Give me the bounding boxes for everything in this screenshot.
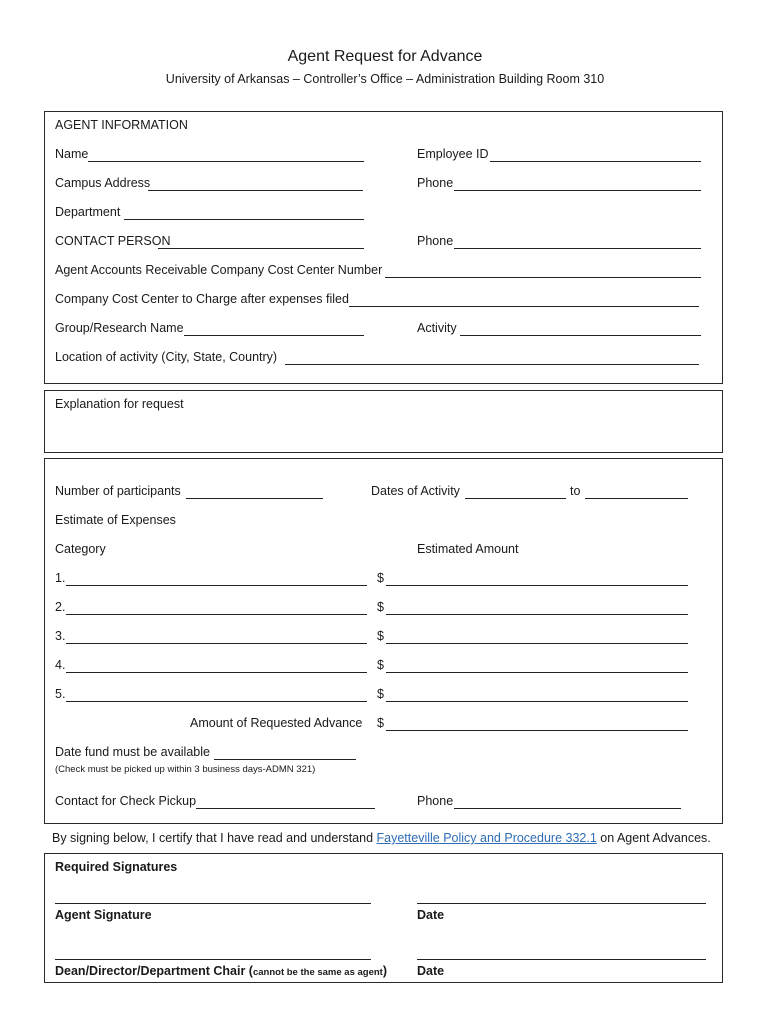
contact-phone-field[interactable] (454, 248, 701, 249)
expense-row-number: 4. (55, 658, 66, 672)
expense-category-field[interactable] (66, 701, 367, 702)
phone-field[interactable] (454, 190, 701, 191)
campus-address-field[interactable] (148, 190, 363, 191)
name-label: Name (55, 147, 89, 161)
expense-category-field[interactable] (66, 643, 367, 644)
date-fund-label: Date fund must be available (55, 745, 210, 759)
activity-field[interactable] (460, 335, 701, 336)
charge-cost-center-label: Company Cost Center to Charge after expenses filed (55, 292, 349, 306)
date-end-field[interactable] (585, 498, 688, 499)
dean-date-label: Date (417, 964, 445, 978)
signatures-heading: Required Signatures (55, 860, 178, 874)
agent-date-label: Date (417, 908, 445, 922)
agent-date-field[interactable] (417, 903, 706, 904)
group-research-field[interactable] (184, 335, 364, 336)
phone-label: Phone (417, 176, 454, 190)
contact-phone-label: Phone (417, 234, 454, 248)
estimate-heading: Estimate of Expenses (55, 513, 176, 527)
dollar-sign: $ (377, 571, 384, 585)
dollar-sign: $ (377, 716, 384, 730)
page-subtitle: University of Arkansas – Controller’s Office – Administration Building Room 310 (165, 72, 605, 86)
requested-amount-field[interactable] (386, 730, 688, 731)
expense-amount-field[interactable] (386, 672, 688, 673)
expense-row-number: 3. (55, 629, 66, 643)
certify-statement (52, 831, 711, 845)
charge-cost-center-field[interactable] (349, 306, 699, 307)
contact-person-field[interactable] (158, 248, 364, 249)
dollar-sign: $ (377, 658, 384, 672)
participants-label: Number of participants (55, 484, 181, 498)
expense-category-field[interactable] (66, 585, 367, 586)
page-title: Agent Request for Advance (287, 48, 483, 65)
group-research-label: Group/Research Name (55, 321, 184, 335)
contact-pickup-field[interactable] (196, 808, 375, 809)
estimated-amount-heading: Estimated Amount (417, 542, 519, 556)
expense-amount-field[interactable] (386, 701, 688, 702)
policy-link[interactable]: Fayetteville Policy and Procedure 332.1 (376, 831, 597, 845)
expense-amount-field[interactable] (386, 643, 688, 644)
campus-address-label: Campus Address (55, 176, 151, 190)
requested-amount-label: Amount of Requested Advance (190, 716, 363, 730)
dollar-sign: $ (377, 687, 384, 701)
ar-cost-center-label: Agent Accounts Receivable Company Cost Center Number (55, 263, 383, 277)
certify-prefix: By signing below, I certify that I have read and understand (52, 831, 377, 845)
ar-cost-center-field[interactable] (385, 277, 701, 278)
expense-category-field[interactable] (66, 672, 367, 673)
pickup-phone-label: Phone (417, 794, 454, 808)
dean-signature-label (55, 964, 387, 978)
dates-label: Dates of Activity (371, 484, 460, 498)
pickup-phone-field[interactable] (454, 808, 681, 809)
location-label: Location of activity (City, State, Country) (55, 350, 278, 364)
location-field[interactable] (285, 364, 699, 365)
dates-to-label: to (570, 484, 581, 498)
expense-row-number: 2. (55, 600, 66, 614)
date-fund-field[interactable] (214, 759, 356, 760)
dean-signature-title: Dean/Director/Department Chair ( (55, 964, 253, 978)
agent-signature-label: Agent Signature (55, 908, 152, 922)
department-label: Department (55, 205, 121, 219)
expense-amount-field[interactable] (386, 585, 688, 586)
contact-person-label: CONTACT PERSON (55, 234, 171, 248)
date-start-field[interactable] (465, 498, 566, 499)
employee-id-label: Employee ID (417, 147, 489, 161)
certify-suffix: on Agent Advances. (596, 831, 711, 845)
name-field[interactable] (88, 161, 364, 162)
expense-row-number: 5. (55, 687, 66, 701)
category-heading: Category (55, 542, 106, 556)
expense-amount-field[interactable] (386, 614, 688, 615)
dollar-sign: $ (377, 629, 384, 643)
expense-category-field[interactable] (66, 614, 367, 615)
department-field[interactable] (124, 219, 364, 220)
dean-date-field[interactable] (417, 959, 706, 960)
employee-id-field[interactable] (490, 161, 701, 162)
pickup-note: (Check must be picked up within 3 business days-ADMN 321) (55, 764, 316, 775)
dean-signature-note: cannot be the same as agent (252, 967, 383, 978)
dean-signature-close: ) (382, 964, 388, 978)
agent-signature-field[interactable] (55, 903, 371, 904)
explanation-label: Explanation for request (55, 397, 184, 411)
activity-label: Activity (417, 321, 457, 335)
expense-row-number: 1. (55, 571, 66, 585)
agent-information-heading: AGENT INFORMATION (55, 118, 188, 132)
contact-pickup-label: Contact for Check Pickup (55, 794, 197, 808)
participants-field[interactable] (186, 498, 323, 499)
dean-signature-field[interactable] (55, 959, 371, 960)
dollar-sign: $ (377, 600, 384, 614)
